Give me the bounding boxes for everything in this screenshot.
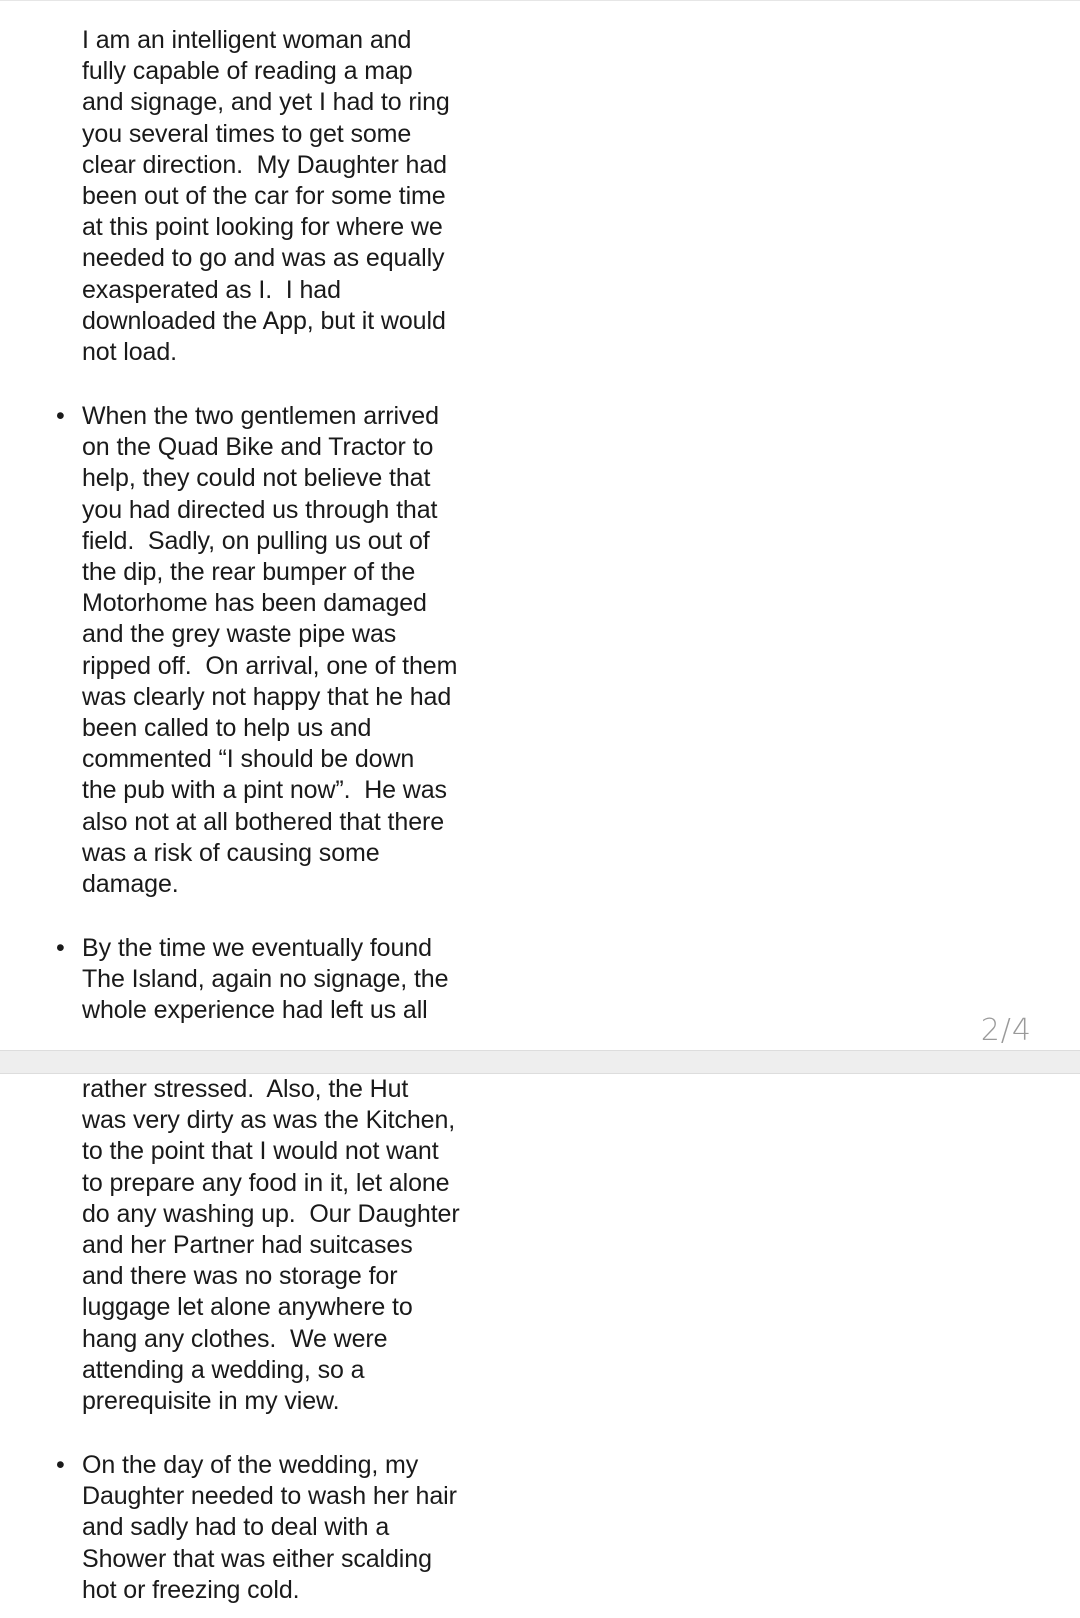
text-line: was clearly not happy that he had (82, 682, 452, 711)
text-line: clear direction. My Daughter had (82, 150, 447, 179)
text-line: Motorhome has been damaged (82, 589, 427, 618)
text-line: downloaded the App, but it would (82, 306, 446, 335)
text-line: you had directed us through that (82, 495, 438, 524)
text-line: hang any clothes. We were (82, 1324, 388, 1353)
text-line: needed to go and was as equally (82, 244, 445, 273)
text-line: to the point that I would not want (82, 1137, 439, 1166)
paragraph-continued-hut (82, 1074, 502, 1417)
text-line: When the two gentlemen arrived (82, 402, 439, 430)
text-line: prerequisite in my view. (82, 1387, 340, 1416)
text-line: and the grey waste pipe was (82, 620, 397, 649)
text-line: damage. (82, 870, 179, 899)
text-line: attending a wedding, so a (82, 1355, 365, 1384)
text-line: also not at all bothered that there (82, 807, 445, 836)
text-line: ripped off. On arrival, one of them (82, 651, 458, 680)
text-line: at this point looking for where we (82, 213, 443, 242)
text-line: you several times to get some (82, 119, 412, 148)
bullet-icon: • (56, 934, 65, 962)
text-line: whole experience had left us all (82, 996, 428, 1025)
bullet-item-wedding-day (56, 1450, 502, 1606)
paragraph-map-signage (82, 25, 502, 368)
text-line: By the time we eventually found (82, 934, 432, 962)
text-line: fully capable of reading a map (82, 57, 413, 86)
text-line: rather stressed. Also, the Hut (82, 1075, 409, 1103)
text-line: I am an intelligent woman and (82, 26, 412, 54)
bullet-item-found-island (56, 933, 502, 1027)
text-line: exasperated as I. I had (82, 275, 341, 304)
text-line: The Island, again no signage, the (82, 965, 449, 994)
page-separator (0, 1050, 1080, 1074)
text-line: been out of the car for some time (82, 182, 446, 211)
text-line: luggage let alone anywhere to (82, 1293, 413, 1322)
text-line: field. Sadly, on pulling us out of (82, 526, 430, 555)
text-line: on the Quad Bike and Tractor to (82, 433, 434, 462)
text-line: to prepare any food in it, let alone (82, 1168, 450, 1197)
text-line: the dip, the rear bumper of the (82, 558, 416, 587)
text-line: and there was no storage for (82, 1262, 398, 1291)
text-line: Daughter needed to wash her hair (82, 1482, 457, 1511)
text-line: and her Partner had suitcases (82, 1231, 413, 1260)
text-line: commented “I should be down (82, 745, 415, 774)
document-page-3 (0, 1074, 1080, 1618)
text-line: Shower that was either scalding (82, 1544, 432, 1573)
text-line: was very dirty as was the Kitchen, (82, 1106, 456, 1135)
text-line: On the day of the wedding, my (82, 1451, 419, 1479)
bullet-icon: • (56, 1451, 65, 1479)
text-line: hot or freezing cold. (82, 1575, 300, 1604)
text-line: and signage, and yet I had to ring (82, 88, 450, 117)
page-number: 2/4 (980, 1013, 1032, 1048)
text-line: not load. (82, 338, 178, 367)
bullet-icon: • (56, 402, 65, 430)
text-line: was a risk of causing some (82, 838, 380, 867)
text-line: do any washing up. Our Daughter (82, 1199, 460, 1228)
bullet-item-gentlemen-arrived (56, 401, 502, 900)
text-line: the pub with a pint now”. He was (82, 776, 447, 805)
text-line: help, they could not believe that (82, 464, 431, 493)
text-line: been called to help us and (82, 714, 372, 743)
text-line: and sadly had to deal with a (82, 1513, 390, 1542)
